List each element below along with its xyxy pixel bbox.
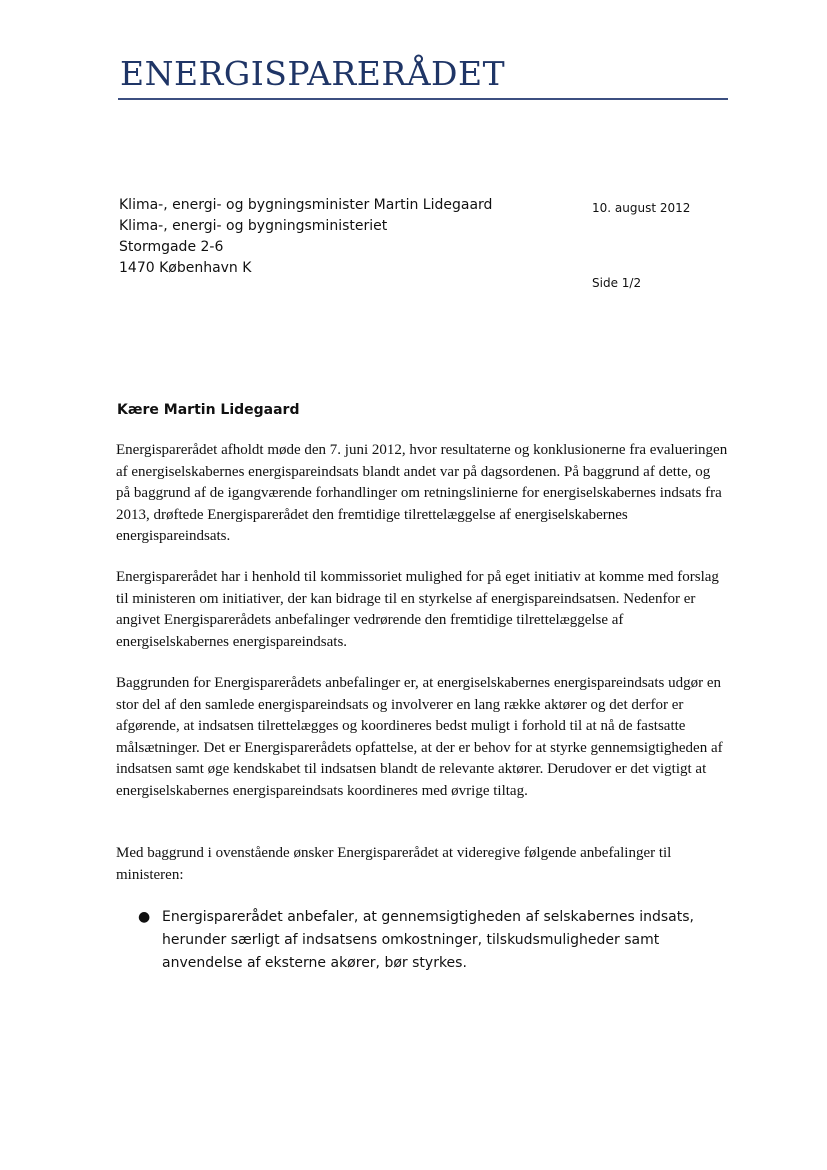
recipient-address <box>119 195 492 279</box>
salutation: Kære Martin Lidegaard <box>117 402 300 418</box>
body-paragraph-2 <box>116 567 728 653</box>
paragraph-text: Energisparerådet har i henhold til kommissoriet mulighed for på eget initiativ at komme med forslag til ministeren om initiativer, der kan bidrage til en styrkelse af energispareindsatsen. Nedenfor er angivet Energisparerådets anbefalinger vedrørende den fremtidige tilrettelæggelse af energiselskabernes energispareindsats. <box>116 569 719 650</box>
list-item <box>138 906 718 975</box>
recommendation-list <box>138 906 718 975</box>
recipient-city-line: 1470 København K <box>119 260 252 276</box>
paragraph-text: Energisparerådet afholdt møde den 7. juni 2012, hvor resultaterne og konklusionerne fra evalueringen af energiselskabernes energispareindsats blandt andet var på dagsordenen. På baggrund af dette, og på baggrund af de igangværende forhandlinger om retningslinierne for energiselskabernes indsats fra 2013, drøftede Energisparerådet den fremtidige tilrettelæggelse af energiselskabernes energispareindsats. <box>116 442 728 544</box>
bullet-icon: ● <box>138 909 151 925</box>
letterhead-title: ENERGISPARERÅDET <box>120 54 506 93</box>
recipient-name-line: Klima-, energi- og bygningsminister Martin Lidegaard <box>119 197 493 213</box>
page-number: Side 1/2 <box>592 276 642 290</box>
recipient-ministry-line: Klima-, energi- og bygningsministeriet <box>119 218 388 234</box>
body-paragraph-1 <box>116 440 728 548</box>
body-paragraph-3 <box>116 673 728 802</box>
list-item-text: Energisparerådet anbefaler, at gennemsigtigheden af selskabernes indsats, herunder særligt af indsatsens omkostninger, tilskudsmuligheder samt anvendelse af eksterne akører, bør styrkes. <box>162 909 694 971</box>
body-paragraph-4 <box>116 843 728 886</box>
letter-date: 10. august 2012 <box>592 201 691 215</box>
paragraph-text: Baggrunden for Energisparerådets anbefalinger er, at energiselskabernes energispareindsats udgør en stor del af den samlede energispareindsats og involverer en lang række aktører og det derfor er afgørende, at indsatsen tilrettelægges og koordineres bedst muligt i forhold til at nå de fastsatte målsætninger. Det er Energisparerådets opfattelse, at der er behov for at styrke gennemsigtigheden af indsatsen samt øge kendskabet til indsatsen blandt de relevante aktører. Derudover er det vigtigt at energiselskabernes energispareindsats koordineres med øvrige tiltag. <box>116 675 723 799</box>
paragraph-text: Med baggrund i ovenstående ønsker Energisparerådet at videregive følgende anbefalinger til ministeren: <box>116 845 672 883</box>
recipient-street-line: Stormgade 2-6 <box>119 239 224 255</box>
letterhead-divider <box>118 98 728 100</box>
